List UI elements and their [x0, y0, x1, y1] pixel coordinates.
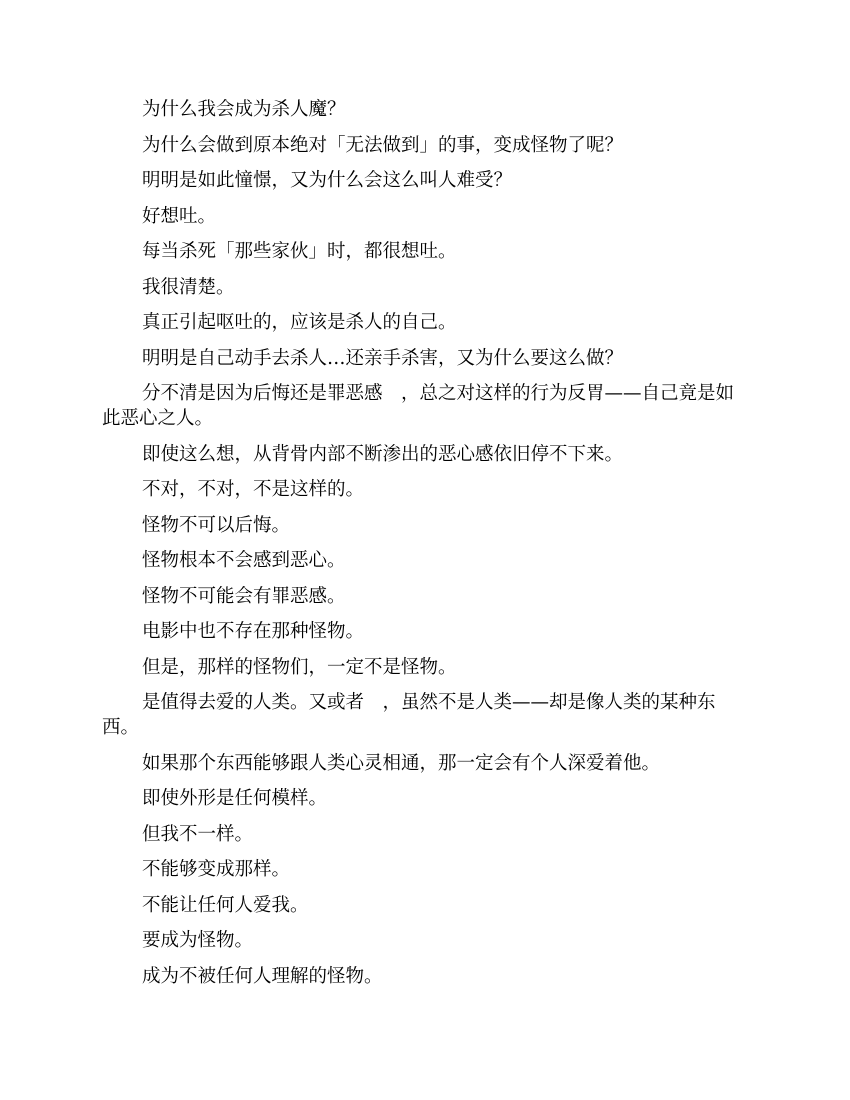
paragraph: 怪物根本不会感到恶心。: [142, 550, 346, 571]
paragraph: 怪物不可能会有罪恶感。: [142, 585, 346, 607]
paragraph: 不能够变成那样。: [142, 859, 291, 880]
paragraph: 不对，不对，不是这样的。: [142, 479, 365, 500]
paragraph: 明明是如此憧憬，又为什么会这么叫人难受？: [142, 170, 513, 191]
paragraph: 为什么我会成为杀人魔？: [142, 99, 346, 120]
paragraph: 如果那个东西能够跟人类心灵相通，那一定会有个人深爱着他。: [142, 752, 661, 774]
paragraph: 成为不被任何人理解的怪物。: [142, 965, 383, 987]
paragraph: 好想吐。: [142, 205, 217, 227]
paragraph: 即使这么想，从背骨内部不断渗出的恶心感依旧停不下来。: [142, 443, 624, 465]
paragraph: 电影中也不存在那种怪物。: [142, 621, 365, 642]
paragraph: 为什么会做到原本绝对「无法做到」的事，变成怪物了呢？: [142, 134, 624, 156]
paragraph: 要成为怪物。: [142, 930, 254, 951]
paragraph: 不能让任何人爱我。: [142, 894, 309, 916]
text-body: [102, 97, 752, 999]
paragraph: 怪物不可以后悔。: [142, 514, 291, 536]
paragraph: 即使外形是任何模样。: [142, 788, 328, 809]
paragraph: 每当杀死「那些家伙」时，都很想吐。: [142, 241, 457, 262]
paragraph: 明明是自己动手去杀人…还亲手杀害，又为什么要这么做？: [142, 347, 624, 369]
paragraph: 但我不一样。: [142, 823, 254, 845]
paragraph: 我很清楚。: [142, 276, 235, 298]
paragraph: 是值得去爱的人类。又或者 ，虽然不是人类——却是像人类的某种东西。: [102, 692, 716, 738]
paragraph: 真正引起呕吐的，应该是杀人的自己。: [142, 312, 457, 333]
paragraph: 但是，那样的怪物们，一定不是怪物。: [142, 656, 457, 678]
paragraph: 分不清是因为后悔还是罪恶感 ，总之对这样的行为反胃——自己竟是如此恶心之人。: [102, 383, 735, 429]
